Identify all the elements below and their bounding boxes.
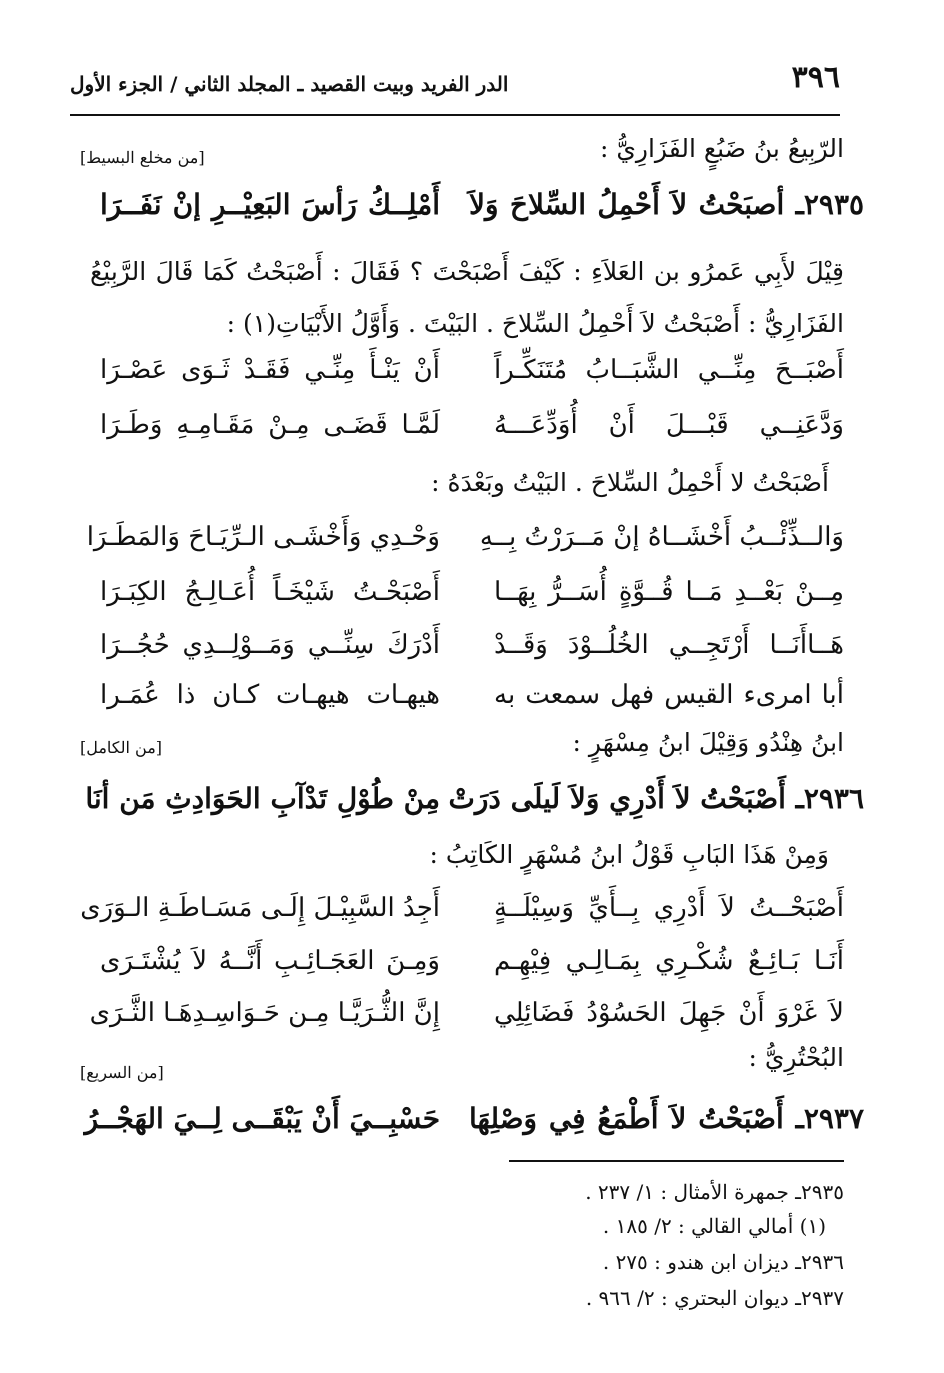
verse-first-hemistich: أَصْبَحْــتُ لاَ أَدْرِي بِــأَيِّ وَسِيْلَــةٍ — [494, 893, 844, 923]
header-rule — [70, 114, 840, 116]
verse-second-hemistich: لَمَّـا قَضَـى مِـنْ مَقَـامِـهِ وَطَـرَا — [100, 410, 440, 440]
verse-second-hemistich: إِنَّ الثُّـرَيَّـا مِـن حَـوَاسِـدِهَـا الثَّـرَى — [89, 998, 440, 1028]
footnote: (١) أمالي القالي : ٢/ ١٨٥ . — [602, 1214, 826, 1238]
verse-second-hemistich: حَسْبِــيَ أَنْ يَبْقَــى لِــيَ الهَجْــرُ — [84, 1102, 440, 1135]
poet-intro: الرّبِيعُ بنُ ضَبُعٍ الفَزَارِيُّ : — [599, 134, 844, 163]
verse-second-hemistich: أَدْرَكَ سِنِّــي وَمَــوْلِــدِي حُجُــرَا — [100, 630, 440, 660]
meter-label: [من الكامل] — [80, 738, 163, 757]
verse-number: ٢٩٣٧ـ — [795, 1102, 864, 1135]
page-number: ٣٩٦ — [791, 60, 840, 95]
verse-second-hemistich: أَصْبَحْـتُ شَيْخَـاً أُعَـالِـجُ الكِبَـرَا — [100, 577, 440, 607]
verse-second-hemistich: مِنْ طُوْلِ تَدْآبِ الحَوَادِثِ مَن أنَا — [85, 782, 440, 815]
verse-second-hemistich: هيهـات هيهـات كـان ذا عُمَـرا — [100, 680, 440, 710]
prose-line: أَصْبَحْتُ لا أَحْمِلُ السِّلاحَ . البَيْتُ وبَعْدَهُ : — [431, 468, 829, 497]
main-verse — [100, 188, 865, 238]
verse-first-hemistich — [469, 1102, 864, 1135]
verse-row — [100, 630, 844, 680]
verse-row — [100, 680, 844, 730]
verse-first-hemistich: أبا امرىء القيس فهل سمعت به — [494, 680, 844, 710]
hemistich-text: أَصْبَحْتُ لاَ أَطْمَعُ فِي وَصْلِهَا — [469, 1102, 784, 1135]
verse-number: ٢٩٣٦ـ — [795, 782, 864, 815]
verse-second-hemistich: وَحْـدِي وَأَخْشَـى الـرِّيَـاحَ وَالمَطَـرَا — [86, 522, 440, 552]
page-header — [70, 52, 840, 104]
verse-first-hemistich: لاَ غَرْوَ أَنْ جَهِلَ الحَسُوْدُ فَضَائِلِي — [494, 998, 844, 1028]
main-verse — [84, 1102, 864, 1152]
verse-second-hemistich: أَمْلِــكُ رَأسَ البَعِيْــرِ إنْ نَفَــرَا — [100, 188, 440, 221]
prose-paragraph: قِيْلَ لأَبِي عَمرُو بن العَلاَءِ : كَيْفَ أَصْبَحْتَ ؟ فَقَالَ : أَصْبَحْتُ كَمَا قَالَ الرَّبِيْعُ الفَزَارِيُّ : أَصْبَحْتُ لاَ أَحْمِلُ السِّلاحَ . البَيْتَ . وَأَوَّلُ الأَبْيَاتِ(١) : — [90, 257, 844, 338]
verse-first-hemistich: هَــاأَنَــا أَرْتَجِــي الخُلُــوْدَ وَقَــدْ — [494, 630, 844, 660]
poet-intro: البُحْتُرِيُّ : — [748, 1043, 844, 1072]
running-title: الدر الفريد وبيت القصيد ـ المجلد الثاني / الجزء الأول — [70, 72, 509, 96]
verse-row — [89, 998, 844, 1048]
poet-intro: ابنُ هِنْدُو وَقِيْلَ ابنُ مِسْهَرٍ : — [572, 728, 844, 757]
verse-first-hemistich — [469, 188, 864, 221]
verse-first-hemistich: وَدَّعَنِــي قَبْـــلَ أَنْ أُوَدِّعَـــهُ — [494, 410, 844, 440]
footnote: ٢٩٣٦ـ ديزان ابن هندو : ٢٧٥ . — [602, 1250, 844, 1274]
prose-line: وَمِنْ هَذَا البَابِ قَوْلُ ابنُ مُسْهَرٍ الكَاتِبُ : — [429, 840, 829, 869]
meter-label: [من مخلع البسيط] — [80, 148, 205, 167]
verse-row — [86, 522, 844, 572]
verse-first-hemistich: وَالــذِّئْــبُ أَخْشَــاهُ إنْ مَــرَرْتُ بِــهِ — [479, 522, 844, 552]
verse-row — [100, 946, 844, 996]
verse-row — [100, 410, 844, 460]
verse-first-hemistich — [448, 782, 864, 815]
footnote: ٢٩٣٧ـ ديوان البحتري : ٢/ ٩٦٦ . — [585, 1286, 844, 1310]
verse-first-hemistich: مِــنْ بَعْــدِ مَــا قُــوَّةٍ أُسَــرُّ بِهَــا — [494, 577, 844, 607]
verse-row — [100, 355, 844, 405]
hemistich-text: أصبَحْتُ لاَ أَحْمِلُ السِّلاحَ وَلاَ — [469, 188, 785, 221]
verse-second-hemistich: أَنْ يَنْـأَ مِنِّـي فَقَـدْ ثَـوَى عَصْـرَا — [100, 355, 440, 385]
verse-first-hemistich: أَنَـا بَـائِـعٌ شُكْـرِي بِمَـالِـي فِيْهِـم — [494, 946, 844, 976]
footnote: ٢٩٣٥ـ جمهرة الأمثال : ١/ ٢٣٧ . — [585, 1180, 844, 1204]
verse-second-hemistich: وَمِـنَ العَجَـائِـبِ أَنَّــهُ لاَ يُشْتَـرَى — [100, 946, 440, 976]
verse-number: ٢٩٣٥ـ — [795, 188, 865, 221]
hemistich-text: أَصْبَحْتُ لاَ أَدْرِي وَلاَ لَيلَى دَرَتْ — [448, 782, 786, 815]
meter-label: [من السريع] — [80, 1063, 164, 1082]
main-verse — [85, 782, 864, 832]
footnote-rule — [509, 1160, 844, 1162]
verse-row — [80, 893, 844, 943]
verse-second-hemistich: أَجِدُ السَّبِيْـلَ إِلَـى مَسَـاطَـةِ الـوَرَى — [80, 893, 440, 923]
verse-first-hemistich: أَصْبَــحَ مِنِّــي الشَّبَــابُ مُتَنَكِّـراً — [494, 355, 844, 385]
verse-row — [100, 577, 844, 627]
